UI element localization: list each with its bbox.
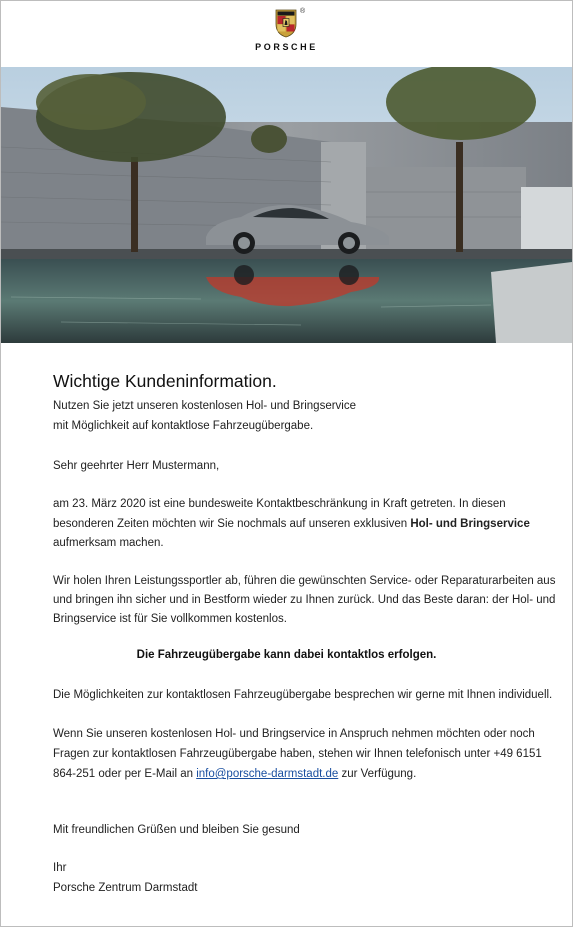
hero-photo: [1, 67, 572, 343]
paragraph-2-line-2: und bringen ihn sicher und in Bestform wieder zu Ihnen zurück. Und das Beste daran: der Hol- und: [53, 594, 556, 606]
salutation: Sehr geehrter Herr Mustermann,: [53, 460, 220, 472]
email-header: [1, 1, 572, 67]
email-link[interactable]: info@porsche-darmstadt.de: [196, 768, 339, 780]
hero-image: [1, 67, 572, 343]
paragraph-4-line-2: Fragen zur kontaktlosen Fahrzeugübergabe haben, stehen wir Ihnen telefonisch unter +49 6151: [53, 748, 542, 760]
registered-mark: ®: [300, 8, 306, 15]
highlight-statement: Die Fahrzeugübergabe kann dabei kontaktlos erfolgen.: [136, 649, 437, 661]
paragraph-1-line-1: am 23. März 2020 ist eine bundesweite Kontaktbeschränkung in Kraft getreten. In diesen: [53, 498, 506, 510]
porsche-crest-icon: [274, 8, 298, 38]
brand-wordmark: PORSCHE: [255, 42, 318, 52]
paragraph-4-line-1: Wenn Sie unseren kostenlosen Hol- und Bringservice in Anspruch nehmen möchten oder noch: [53, 728, 535, 740]
signature-line-1: Ihr: [53, 862, 67, 874]
paragraph-1-line-3: aufmerksam machen.: [53, 537, 164, 549]
headline: Wichtige Kundeninformation.: [53, 371, 277, 391]
paragraph-4-line-3-end: zur Verfügung.: [338, 768, 417, 780]
signature-line-2: Porsche Zentrum Darmstadt: [53, 882, 198, 894]
intro-subline-1: Nutzen Sie jetzt unseren kostenlosen Hol- und Bringservice: [53, 400, 356, 412]
paragraph-3: Die Möglichkeiten zur kontaktlosen Fahrzeugübergabe besprechen wir gerne mit Ihnen individuell.: [53, 689, 553, 701]
paragraph-4-line-3-text: 864-251 oder per E-Mail an: [53, 768, 197, 780]
closing: Mit freundlichen Grüßen und bleiben Sie gesund: [53, 824, 300, 836]
paragraph-2-line-1: Wir holen Ihren Leistungssportler ab, führen die gewünschten Service- oder Reparaturarbeiten aus: [53, 575, 556, 587]
paragraph-4-line-3: [53, 764, 416, 784]
service-name-bold: Hol- und Bringservice: [410, 518, 530, 530]
intro-subline-2: mit Möglichkeit auf kontaktlose Fahrzeugübergabe.: [53, 420, 314, 432]
paragraph-1-line-2-text: besonderen Zeiten möchten wir Sie nochmals auf unseren exklusiven: [53, 518, 411, 530]
paragraph-1-line-2: [53, 514, 530, 534]
paragraph-2-line-3: Bringservice ist für Sie vollkommen kostenlos.: [53, 613, 287, 625]
